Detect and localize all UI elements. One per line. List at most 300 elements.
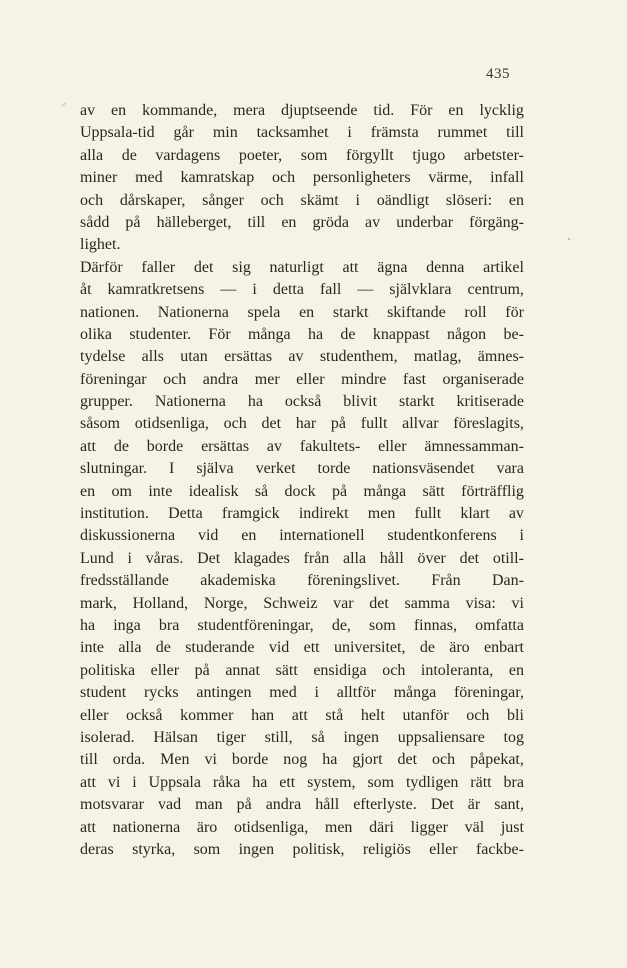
word: kamratskap	[180, 169, 255, 187]
word: studenthem,	[319, 348, 398, 366]
text-line	[80, 548, 524, 570]
word: Holland,	[132, 594, 189, 612]
word: eller	[150, 661, 180, 679]
word: ligger	[410, 818, 448, 836]
word: miner	[80, 169, 118, 187]
word: en	[508, 661, 524, 679]
text-line	[80, 637, 524, 659]
word: studenter.	[129, 325, 192, 343]
page-number: 435	[486, 66, 510, 82]
word: fullt	[414, 505, 442, 523]
word: gröda	[312, 213, 349, 231]
word: tog	[503, 728, 524, 746]
word: så	[254, 482, 269, 500]
word: av	[508, 505, 524, 523]
word: framgick	[221, 505, 280, 523]
word: torde	[317, 460, 351, 478]
text-line	[80, 525, 524, 547]
word: påpekat,	[470, 751, 524, 769]
word: internationell	[279, 527, 365, 545]
text-line	[80, 190, 524, 212]
word: i	[355, 191, 360, 209]
word: vardagens	[155, 146, 221, 164]
word: var	[333, 594, 354, 612]
word: och	[466, 706, 490, 724]
word: antingen	[196, 684, 252, 702]
word: och	[80, 191, 104, 209]
word: starkt	[398, 393, 435, 411]
word: och	[260, 191, 284, 209]
word: mera	[233, 102, 266, 119]
word: artikel	[483, 258, 524, 276]
word: vid	[268, 639, 290, 657]
word: en	[241, 527, 257, 545]
word: en	[281, 213, 297, 231]
word: just	[500, 818, 524, 836]
word: till	[80, 751, 98, 769]
text-line	[80, 279, 524, 301]
text-line	[80, 234, 524, 256]
word: vi	[204, 751, 217, 769]
text-line	[80, 167, 524, 189]
word: de,	[331, 616, 351, 634]
word: fakultets-	[299, 437, 361, 455]
word: kommer	[180, 706, 234, 724]
word: åt	[80, 281, 92, 299]
text-line	[80, 100, 524, 122]
word: själva	[196, 460, 234, 478]
text-line	[80, 145, 524, 167]
word: såsom	[80, 415, 120, 433]
word: styrka,	[132, 840, 176, 858]
word: efterlyste.	[353, 796, 417, 814]
word: stå	[325, 706, 344, 724]
word: lycklig	[479, 102, 524, 119]
word: eller	[378, 437, 407, 455]
word: uppsaliensare	[397, 728, 485, 746]
word: djuptseende	[281, 102, 358, 119]
word: tydligen	[405, 773, 459, 791]
word: borde	[231, 751, 269, 769]
word: Lund	[80, 549, 114, 567]
word: sådd	[80, 213, 110, 231]
word: universitet,	[333, 639, 406, 657]
word: poeter,	[238, 146, 283, 164]
margin-mark	[61, 102, 66, 107]
word: Schweiz	[263, 594, 318, 612]
word: andra	[202, 370, 239, 388]
word: det	[261, 415, 282, 433]
word: en	[111, 102, 127, 119]
word: orda.	[112, 751, 146, 769]
word: inga	[113, 616, 141, 634]
word: om	[111, 482, 132, 500]
word: att	[342, 258, 359, 276]
word: verket	[255, 460, 296, 478]
text-line	[80, 593, 524, 615]
word: och	[223, 415, 247, 433]
word: och	[271, 169, 296, 187]
word: att	[80, 773, 96, 791]
text-line	[80, 212, 524, 234]
word: till	[506, 124, 524, 142]
word: föreslagits,	[453, 415, 524, 433]
word: sant,	[494, 796, 524, 814]
word: alla	[80, 146, 104, 164]
word: finnas,	[413, 616, 457, 634]
word: de	[419, 639, 435, 657]
text-line	[80, 122, 524, 144]
word: Uppsala-tid	[80, 124, 155, 142]
word: vi	[511, 594, 524, 612]
word: detta	[272, 281, 304, 299]
word: men	[367, 505, 396, 523]
word: isolerad.	[80, 728, 135, 746]
text-line	[80, 391, 524, 413]
word: en	[508, 191, 524, 209]
word: utanför	[402, 706, 449, 724]
text-line	[80, 749, 524, 771]
word: väl	[464, 818, 485, 836]
word: grupper.	[80, 393, 133, 411]
word: ägna	[377, 258, 408, 276]
text-line	[80, 302, 524, 324]
word: eller	[80, 706, 109, 724]
word: Nationerna	[154, 393, 226, 411]
word: många	[363, 482, 407, 500]
word: främsta	[370, 124, 419, 142]
text-line	[80, 369, 524, 391]
text-line	[80, 324, 524, 346]
word: Nationerna	[157, 303, 229, 321]
word: still,	[264, 728, 293, 746]
word: fall	[319, 281, 342, 299]
word: Det	[197, 549, 221, 567]
word: —	[220, 281, 237, 299]
word: bra	[503, 773, 524, 791]
word: inte	[148, 482, 173, 500]
word: självklara	[389, 281, 452, 299]
word: politisk,	[292, 840, 345, 858]
word: annat	[225, 661, 260, 679]
word: är	[467, 796, 481, 814]
word: förgäng-	[469, 213, 524, 231]
word: ha	[252, 773, 268, 791]
word: men	[324, 818, 353, 836]
word: föreningslivet.	[307, 572, 400, 590]
word: tiger	[216, 728, 246, 746]
word: det	[193, 258, 214, 276]
word: av	[80, 102, 96, 119]
word: i	[347, 124, 352, 142]
word: värme,	[428, 169, 473, 187]
word: att	[291, 706, 308, 724]
word: över	[417, 549, 446, 567]
text-line	[80, 705, 524, 727]
word: också	[284, 393, 322, 411]
word: från	[303, 549, 330, 567]
word: dårskaper,	[119, 191, 186, 209]
word: idealisk	[188, 482, 239, 500]
word: fullt	[360, 415, 388, 433]
word: klart	[460, 505, 490, 523]
word: min	[212, 124, 238, 142]
word: mer	[254, 370, 280, 388]
word: på	[236, 796, 252, 814]
word: intoleranta,	[420, 661, 494, 679]
word: blivit	[343, 393, 378, 411]
word: Det	[430, 796, 454, 814]
word: kritiserade	[456, 393, 524, 411]
word: Hälsan	[153, 728, 198, 746]
word: på	[332, 482, 348, 500]
word: institution.	[80, 505, 149, 523]
word: tydelse	[80, 348, 126, 366]
word: på	[330, 415, 347, 433]
word: de	[121, 146, 137, 164]
word: slöseri:	[445, 191, 493, 209]
word: till	[247, 213, 266, 231]
text-line	[80, 817, 524, 839]
word: samma	[404, 594, 450, 612]
word: infall	[490, 169, 524, 187]
word: hälleberget,	[156, 213, 232, 231]
word: fredsställande	[80, 572, 169, 590]
word: i	[252, 281, 257, 299]
word: knappast	[372, 325, 430, 343]
word: och	[382, 661, 406, 679]
word: mark,	[80, 594, 117, 612]
word: centrum,	[467, 281, 524, 299]
word: alls	[141, 348, 164, 366]
word: olika	[80, 325, 112, 343]
word: dock	[284, 482, 316, 500]
word: det	[397, 751, 418, 769]
word: otidsenliga,	[134, 415, 209, 433]
body-text	[80, 100, 524, 861]
word: eller	[296, 370, 325, 388]
word: i	[132, 773, 137, 791]
word: kamratkretsens	[107, 281, 205, 299]
word: också	[126, 706, 163, 724]
word: en	[299, 303, 315, 321]
word: håll	[315, 796, 340, 814]
word: Men	[160, 751, 190, 769]
word: håll	[379, 549, 404, 567]
word: faller	[141, 258, 176, 276]
word: rycks	[143, 684, 179, 702]
word: att	[80, 437, 96, 455]
word: man	[195, 796, 223, 814]
word: fackbe-	[475, 840, 524, 858]
word: sätt	[422, 482, 445, 500]
word: visa:	[465, 594, 496, 612]
word: deras	[80, 840, 114, 858]
word: äro	[449, 639, 470, 657]
word: ingen	[343, 728, 379, 746]
word: i	[519, 527, 524, 545]
text-line	[80, 660, 524, 682]
word: ersättas	[201, 437, 250, 455]
word: nog	[283, 751, 308, 769]
word: ämnessamman-	[424, 437, 524, 455]
word: förträfflig	[461, 482, 524, 500]
text-line	[80, 727, 524, 749]
word: omfatta	[475, 616, 524, 634]
word: många	[393, 684, 437, 702]
word: av	[266, 437, 283, 455]
text-line	[80, 257, 524, 279]
word: utan	[180, 348, 208, 366]
text-line	[80, 481, 524, 503]
word: Detta	[168, 505, 203, 523]
word: mindre	[341, 370, 387, 388]
word: många	[247, 325, 291, 343]
word: förgyllt	[346, 146, 394, 164]
word: arbetster-	[463, 146, 524, 164]
word: eller	[429, 840, 458, 858]
word: starkt	[332, 303, 369, 321]
word: studerande	[185, 639, 255, 657]
word: tid.	[373, 102, 395, 119]
word: på	[125, 213, 141, 231]
word: —	[357, 281, 374, 299]
word: ämnes-	[477, 348, 524, 366]
word: religiös	[362, 840, 411, 858]
word: på	[194, 661, 210, 679]
word: det	[369, 594, 389, 612]
word: studentkonferens	[387, 527, 497, 545]
word: föreningar,	[453, 684, 524, 702]
word: gjort	[352, 751, 383, 769]
word: motsvarar	[80, 796, 144, 814]
word: inte	[80, 639, 104, 657]
word: föreningar	[80, 370, 147, 388]
word: och	[163, 370, 187, 388]
word: roll	[464, 303, 487, 321]
word: för	[505, 303, 524, 321]
word: diskussionerna	[80, 527, 176, 545]
word: system,	[307, 773, 356, 791]
word: För	[208, 325, 231, 343]
word: däri	[369, 818, 394, 836]
word: de	[340, 325, 356, 343]
word: ha	[80, 616, 96, 634]
word: naturligt	[269, 258, 324, 276]
word: så	[311, 728, 325, 746]
text-line	[80, 772, 524, 794]
word: ersättas	[224, 348, 273, 366]
word: av	[288, 348, 304, 366]
word: någon	[447, 325, 487, 343]
word: ingen	[238, 840, 275, 858]
word: fast	[402, 370, 427, 388]
word: ett	[303, 639, 320, 657]
word: ensidiga	[313, 661, 367, 679]
word: underbar	[396, 213, 454, 231]
word: Därför	[80, 258, 123, 276]
word: och	[432, 751, 456, 769]
word: klagades	[233, 549, 290, 567]
text-line	[80, 458, 524, 480]
word: otidsenliga,	[233, 818, 309, 836]
word: bli	[507, 706, 524, 724]
word: bra	[158, 616, 180, 634]
text-line	[80, 794, 524, 816]
text-line-content: lighet.	[80, 236, 121, 254]
word: med	[269, 684, 297, 702]
word: det	[459, 549, 480, 567]
word: be-	[503, 325, 524, 343]
word: nationsväsendet	[372, 460, 475, 478]
word: som	[369, 616, 396, 634]
word: alla	[342, 549, 367, 567]
word: sätt	[275, 661, 298, 679]
word: alltför	[336, 684, 376, 702]
word: otill-	[492, 549, 524, 567]
word: sånger	[202, 191, 244, 209]
word: indirekt	[298, 505, 349, 523]
text-line	[80, 570, 524, 592]
word: andra	[265, 796, 302, 814]
word: alla	[118, 639, 142, 657]
text-line	[80, 436, 524, 458]
word: har	[295, 415, 317, 433]
word: tjugo	[412, 146, 446, 164]
word: äro	[196, 818, 218, 836]
text-line	[80, 682, 524, 704]
word: vad	[157, 796, 182, 814]
word: skämt	[300, 191, 339, 209]
word: i	[314, 684, 319, 702]
word: i	[127, 549, 132, 567]
word: nationerna	[112, 818, 181, 836]
word: att	[80, 818, 96, 836]
word: spela	[247, 303, 281, 321]
word: av	[365, 213, 381, 231]
word: ha	[247, 393, 263, 411]
word: våras.	[145, 549, 184, 567]
word: studentföreningar,	[197, 616, 314, 634]
word: organiserade	[442, 370, 524, 388]
text-line	[80, 839, 524, 861]
word: Dan-	[491, 572, 524, 590]
word: som	[300, 146, 328, 164]
word: ett	[279, 773, 296, 791]
word: denna	[426, 258, 465, 276]
word: För	[410, 102, 433, 119]
word: med	[135, 169, 163, 187]
word: allvar	[402, 415, 439, 433]
word: som	[367, 773, 395, 791]
word: han	[251, 706, 275, 724]
word: rummet	[437, 124, 488, 142]
word: borde	[146, 437, 184, 455]
word: vi	[107, 773, 121, 791]
word: kommande,	[142, 102, 218, 119]
word: går	[173, 124, 194, 142]
word: ha	[322, 751, 338, 769]
word: vara	[496, 460, 524, 478]
text-line	[80, 615, 524, 637]
word: en	[448, 102, 464, 119]
word: Uppsala	[148, 773, 201, 791]
word: matlag,	[413, 348, 462, 366]
margin-dot	[568, 238, 570, 240]
word: Från	[431, 572, 461, 590]
word: student	[80, 684, 127, 702]
word: skiftande	[387, 303, 446, 321]
